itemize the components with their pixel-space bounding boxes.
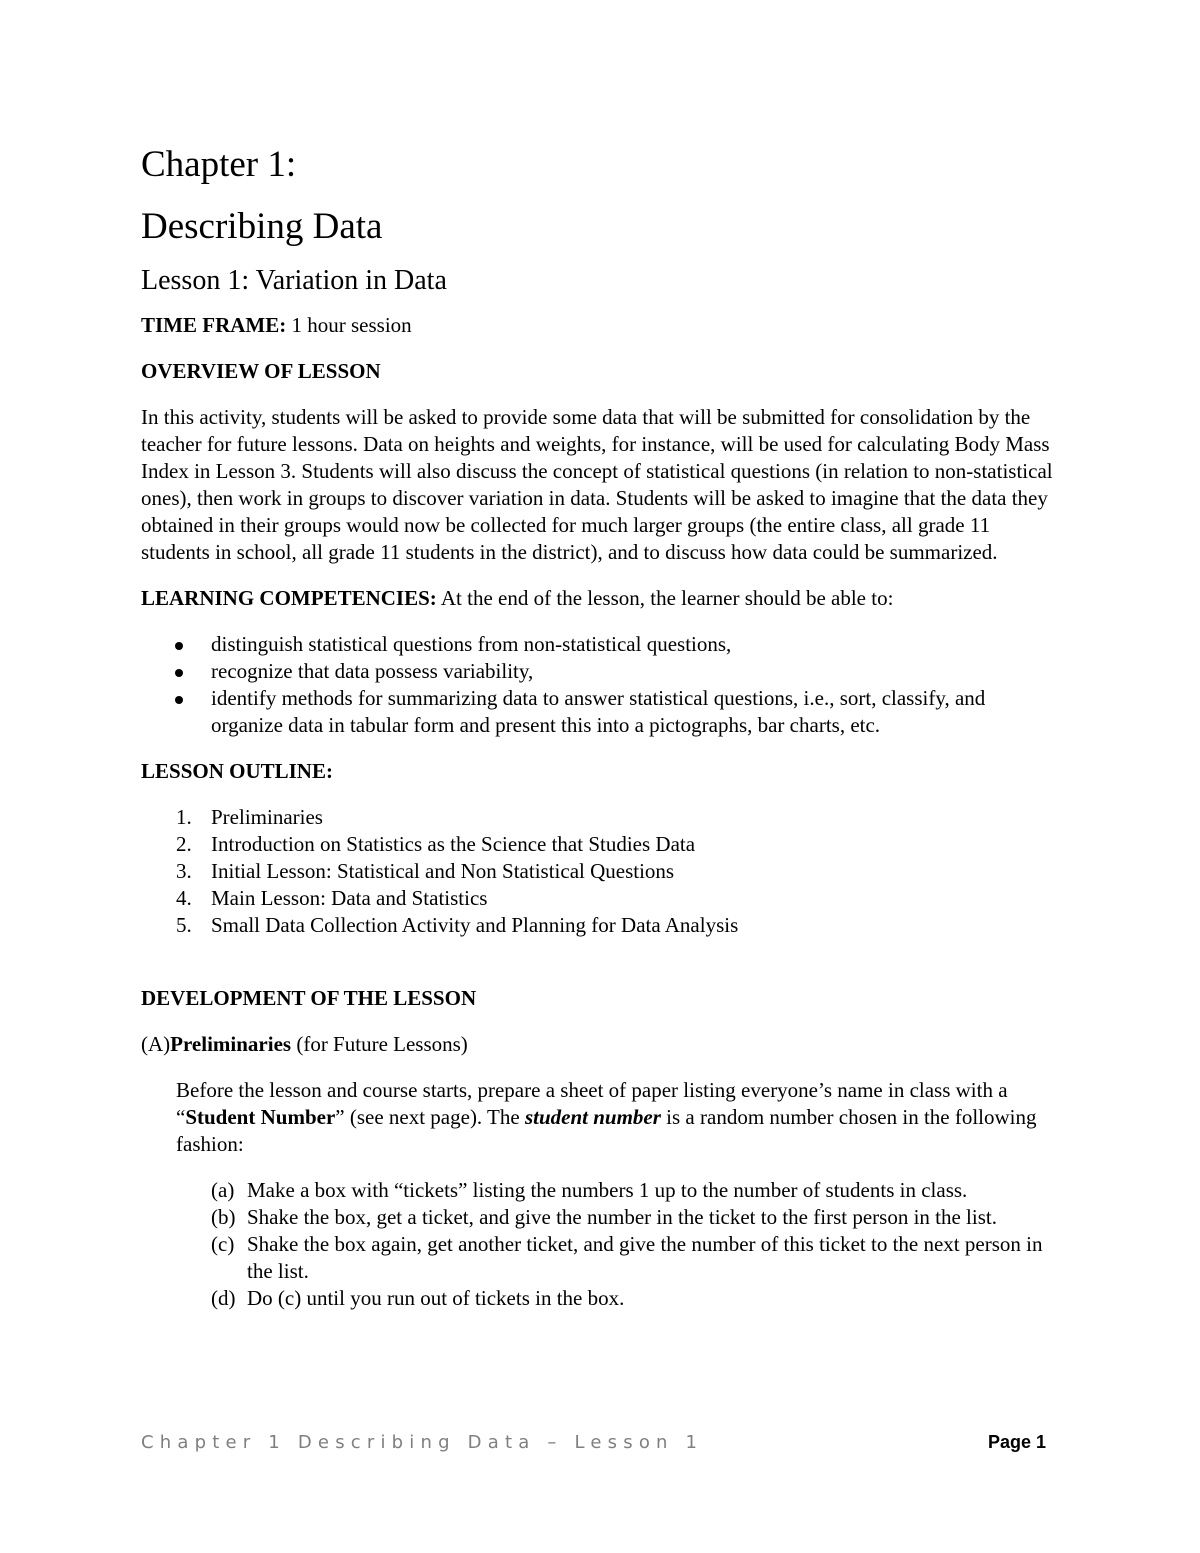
time-frame-label: TIME FRAME: (141, 313, 287, 337)
section-heading (141, 1031, 1061, 1058)
page-content (141, 140, 1061, 1312)
list-item: 5. Small Data Collection Activity and Planning for Data Analysis (176, 913, 739, 937)
page-number: Page 1 (987, 1432, 1046, 1452)
page-footer (141, 1432, 1046, 1460)
list-item: recognize that data possess variability, (141, 658, 1061, 685)
list-item: 4. Main Lesson: Data and Statistics (176, 886, 488, 910)
bullet-icon (175, 642, 183, 650)
list-item: (a) Make a box with “tickets” listing the numbers 1 up to the number of students in class. (211, 1178, 968, 1202)
chapter-title: Chapter 1: (141, 144, 297, 185)
competencies-intro: At the end of the lesson, the learner should be able to: (436, 586, 894, 610)
list-item: distinguish statistical questions from non-statistical questions, (141, 631, 1061, 658)
student-number-emphasis: student number (524, 1105, 661, 1129)
outline-list (141, 804, 1061, 939)
preliminaries-paragraph: Before the lesson and course starts, prepare a sheet of paper listing everyone’s name in class with a “Student Number” (see next page). The student number is a random number chosen in the following fashion: (176, 1078, 1037, 1156)
student-number-term: Student Number (185, 1105, 336, 1129)
time-frame (141, 312, 1061, 339)
footer-chapter-label: Chapter 1 Describing Data – Lesson 1 (141, 1432, 704, 1453)
section-title: Preliminaries (170, 1032, 292, 1056)
list-item: (d) Do (c) until you run out of tickets in the box. (211, 1286, 625, 1310)
list-item: 1. Preliminaries (176, 805, 323, 829)
chapter-subtitle: Describing Data (141, 206, 383, 247)
list-item: (c) Shake the box again, get another ticket, and give the number of this ticket to the next person in the list. (211, 1232, 1043, 1283)
bullet-icon (175, 696, 183, 704)
list-item: (b) Shake the box, get a ticket, and give the number in the ticket to the first person in the list. (211, 1205, 997, 1229)
section-suffix: (for Future Lessons) (291, 1032, 468, 1056)
bullet-icon (175, 669, 183, 677)
development-heading: DEVELOPMENT OF THE LESSON (141, 986, 477, 1010)
outline-heading: LESSON OUTLINE: (141, 759, 333, 783)
list-item: 2. Introduction on Statistics as the Science that Studies Data (176, 832, 696, 856)
list-item: identify methods for summarizing data to answer statistical questions, i.e., sort, classify, and organize data in tabular form and present this into a pictographs, bar charts, etc. (141, 685, 1061, 739)
overview-heading: OVERVIEW OF LESSON (141, 359, 381, 383)
section-prefix: (A) (141, 1032, 171, 1056)
overview-body: In this activity, students will be asked to provide some data that will be submitted for consolidation by the teacher for future lessons. Data on heights and weights, for instance, will be used for calculating Body Mass Index in Lesson 3. Students will also discuss the concept of statistical questions (in relation to non-statistical ones), then work in groups to discover variation in data. Students will be asked to imagine that the data they obtained in their groups would now be collected for much larger groups (the entire class, all grade 11 students in school, all grade 11 students in the district), and to discuss how data could be summarized. (141, 405, 1053, 564)
competencies-line (141, 585, 1061, 612)
list-item: 3. Initial Lesson: Statistical and Non Statistical Questions (176, 859, 675, 883)
steps-list (211, 1177, 1061, 1312)
lesson-title: Lesson 1: Variation in Data (141, 265, 447, 296)
time-frame-value: 1 hour session (286, 313, 412, 337)
competencies-list (141, 631, 1061, 739)
competencies-label: LEARNING COMPETENCIES: (141, 586, 437, 610)
